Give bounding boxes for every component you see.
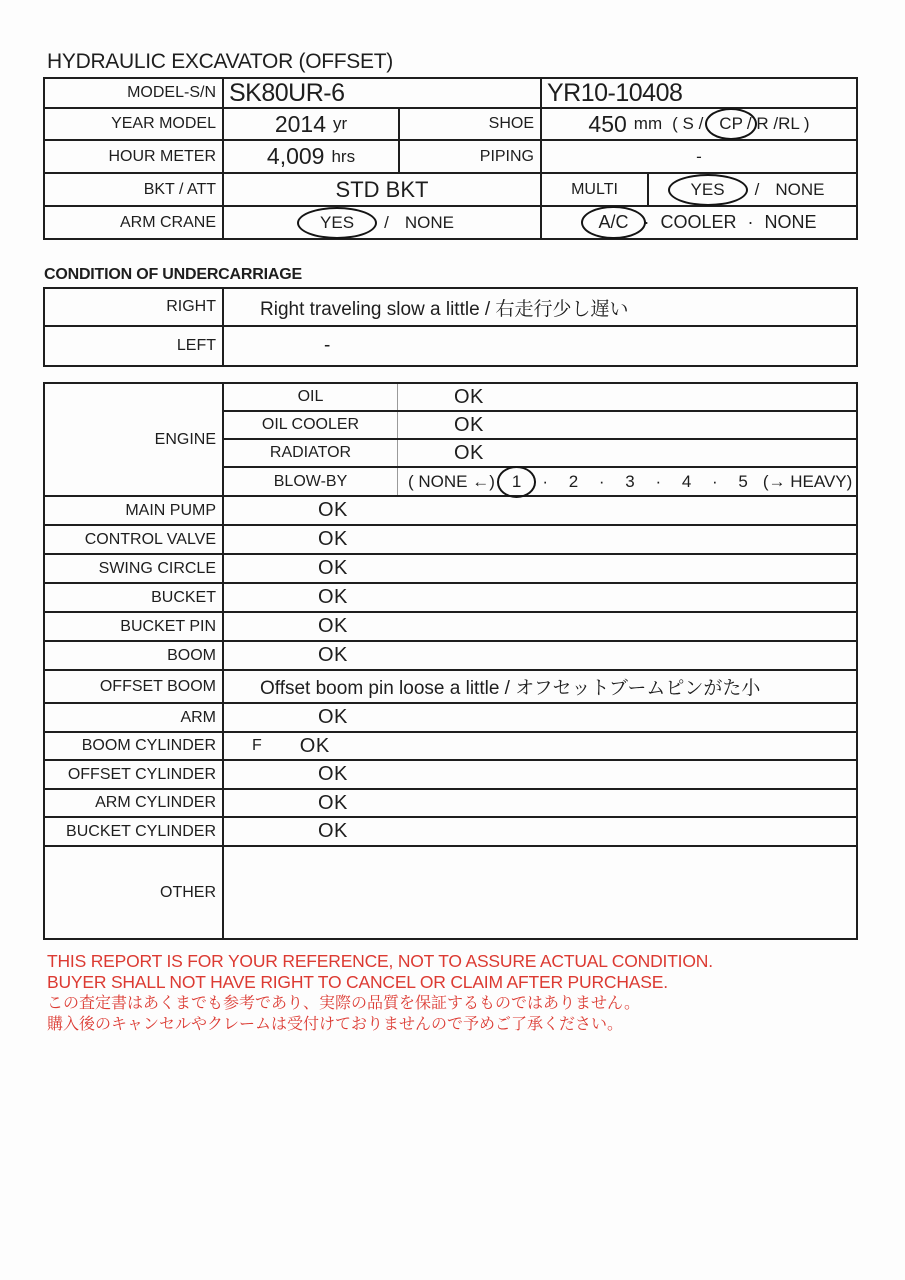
disclaimer-line-jp-1: この査定書はあくまでも参考であり、実際の品質を保証するものではありません。 — [47, 995, 640, 1012]
offset-boom-row — [45, 671, 856, 704]
disclaimer-line-jp-2: 購入後のキャンセルやクレームは受付けておりませんので予めご了承ください。 — [47, 1016, 624, 1033]
ac-cooler-options: · COOLER · NONE — [643, 212, 817, 232]
main-pump-value: OK — [318, 499, 348, 521]
boom-cylinder-row — [45, 733, 856, 761]
engine-oil-cooler-row — [224, 412, 856, 440]
boom-cylinder-value: OK — [299, 734, 330, 757]
arm-cylinder-value: OK — [318, 791, 348, 814]
model-value-cell — [224, 79, 542, 107]
swing-circle-row — [45, 555, 856, 584]
spec-row-model — [45, 79, 856, 109]
main-pump-row — [45, 497, 856, 526]
left-condition: - — [324, 335, 331, 356]
bkt-att-label: BKT / ATT — [45, 174, 224, 205]
oil-cooler-value-cell — [398, 412, 856, 438]
multi-yes-circle: YES — [668, 174, 748, 206]
shoe-value-cell — [542, 109, 856, 139]
left-label: LEFT — [45, 327, 224, 365]
oil-label: OIL — [224, 384, 398, 410]
control-valve-label: CONTROL VALVE — [45, 526, 224, 553]
engine-subrows — [224, 384, 856, 495]
bkt-value-cell — [224, 174, 542, 205]
boom-value: OK — [318, 644, 348, 666]
arm-value-cell — [224, 704, 856, 731]
undercarriage-right-row — [45, 289, 856, 327]
oil-value: OK — [454, 385, 484, 408]
shoe-options-open: ( S / — [672, 114, 704, 133]
bucket-cylinder-label: BUCKET CYLINDER — [45, 818, 224, 845]
blowby-value-cell — [398, 468, 856, 495]
engine-label: ENGINE — [45, 384, 224, 495]
swing-circle-value-cell — [224, 555, 856, 582]
piping-value-cell — [542, 141, 856, 172]
offset-cylinder-label: OFFSET CYLINDER — [45, 761, 224, 788]
undercarriage-left-row — [45, 327, 856, 365]
spec-row-hour-piping — [45, 141, 856, 174]
bucket-cylinder-value: OK — [318, 820, 348, 842]
year-value: 2014 — [274, 110, 326, 137]
shoe-value: 450 — [588, 110, 627, 137]
undercarriage-table — [43, 287, 858, 367]
engine-radiator-row — [224, 440, 856, 468]
blowby-scale: · 2 · 3 · 4 · 5 — [542, 471, 749, 491]
hour-meter-label: HOUR METER — [45, 141, 224, 172]
offset-cylinder-value-cell — [224, 761, 856, 788]
arm-crane-value-cell — [224, 207, 542, 238]
arm-cylinder-value-cell — [224, 790, 856, 816]
control-valve-value-cell — [224, 526, 856, 553]
blowby-prefix: ( NONE ←) — [408, 471, 495, 491]
arm-row — [45, 704, 856, 733]
year-model-label: YEAR MODEL — [45, 109, 224, 139]
piping-label: PIPING — [400, 141, 542, 172]
engine-oil-row — [224, 384, 856, 412]
bucket-cylinder-row — [45, 818, 856, 847]
arm-cylinder-label: ARM CYLINDER — [45, 790, 224, 816]
bucket-pin-row — [45, 613, 856, 642]
bkt-value: STD BKT — [335, 176, 429, 202]
main-pump-label: MAIN PUMP — [45, 497, 224, 524]
disclaimer — [47, 951, 713, 1035]
multi-none-option: NONE — [775, 179, 825, 199]
offset-boom-label: OFFSET BOOM — [45, 671, 224, 702]
arm-crane-none-option: NONE — [404, 212, 454, 232]
radiator-label: RADIATOR — [224, 440, 398, 466]
spec-row-arm-crane — [45, 207, 856, 238]
arm-crane-separator: / — [384, 212, 389, 232]
boom-value-cell — [224, 642, 856, 669]
bucket-row — [45, 584, 856, 613]
other-label: OTHER — [45, 847, 224, 938]
serial-value-cell — [542, 79, 856, 107]
hour-value: 4,009 — [266, 143, 325, 169]
disclaimer-line-en-2: BUYER SHALL NOT HAVE RIGHT TO CANCEL OR CLAIM AFTER PURCHASE. — [47, 972, 668, 992]
spec-row-year-shoe — [45, 109, 856, 141]
engine-blowby-row — [224, 468, 856, 495]
spec-row-bkt — [45, 174, 856, 207]
inspection-table — [43, 382, 858, 940]
ac-cooler-cell — [542, 207, 856, 238]
swing-circle-label: SWING CIRCLE — [45, 555, 224, 582]
blowby-suffix: (→ HEAVY) — [762, 471, 853, 491]
bucket-pin-value-cell — [224, 613, 856, 640]
shoe-label: SHOE — [400, 109, 542, 139]
other-value — [224, 847, 856, 938]
blowby-label: BLOW-BY — [224, 468, 398, 495]
offset-boom-value: Offset boom pin loose a little / オフセットブームピンがた小 — [260, 678, 761, 699]
bucket-cylinder-value-cell — [224, 818, 856, 845]
boom-row — [45, 642, 856, 671]
boom-label: BOOM — [45, 642, 224, 669]
boom-cylinder-value-cell — [224, 733, 856, 759]
oil-value-cell — [398, 384, 856, 410]
arm-cylinder-row — [45, 790, 856, 818]
oil-cooler-label: OIL COOLER — [224, 412, 398, 438]
page-title: HYDRAULIC EXCAVATOR (OFFSET) — [47, 50, 393, 73]
engine-block — [45, 384, 856, 497]
blowby-1-circle: 1 — [497, 466, 536, 498]
shoe-cp-circle: CP — [705, 108, 757, 140]
year-value-cell — [224, 109, 400, 139]
oil-cooler-value: OK — [454, 413, 484, 436]
offset-cylinder-row — [45, 761, 856, 790]
control-valve-row — [45, 526, 856, 555]
swing-circle-value: OK — [318, 557, 348, 579]
right-label: RIGHT — [45, 289, 224, 325]
shoe-unit: mm — [633, 114, 663, 133]
arm-crane-yes-circle: YES — [297, 207, 377, 239]
year-unit: yr — [333, 114, 348, 133]
control-valve-value: OK — [318, 528, 348, 550]
other-row — [45, 847, 856, 938]
undercarriage-title: CONDITION OF UNDERCARRIAGE — [44, 266, 302, 283]
radiator-value: OK — [454, 441, 484, 464]
arm-label: ARM — [45, 704, 224, 731]
piping-value: - — [696, 146, 702, 166]
bucket-value: OK — [318, 586, 348, 608]
radiator-value-cell — [398, 440, 856, 466]
model-sn-label: MODEL-S/N — [45, 79, 224, 107]
main-pump-value-cell — [224, 497, 856, 524]
arm-crane-label: ARM CRANE — [45, 207, 224, 238]
offset-cylinder-value: OK — [318, 763, 348, 785]
hour-value-cell — [224, 141, 400, 172]
bucket-label: BUCKET — [45, 584, 224, 611]
ac-circle: A/C — [581, 206, 645, 239]
shoe-options-close: / R /RL ) — [746, 114, 810, 133]
boom-cylinder-stray-mark: F — [252, 737, 262, 754]
boom-cylinder-label: BOOM CYLINDER — [45, 733, 224, 759]
spec-table — [43, 77, 858, 240]
arm-value: OK — [318, 706, 348, 728]
right-condition: Right traveling slow a little / 右走行少し遅い — [260, 298, 629, 320]
model-value: SK80UR-6 — [229, 78, 345, 107]
bucket-value-cell — [224, 584, 856, 611]
bucket-pin-value: OK — [318, 615, 348, 637]
bucket-pin-label: BUCKET PIN — [45, 613, 224, 640]
multi-value-cell — [649, 174, 856, 205]
serial-number: YR10-10408 — [547, 78, 683, 107]
disclaimer-line-en-1: THIS REPORT IS FOR YOUR REFERENCE, NOT TO ASSURE ACTUAL CONDITION. — [47, 951, 713, 971]
hour-unit: hrs — [331, 146, 356, 166]
multi-label: MULTI — [542, 174, 649, 205]
multi-separator: / — [754, 179, 760, 199]
